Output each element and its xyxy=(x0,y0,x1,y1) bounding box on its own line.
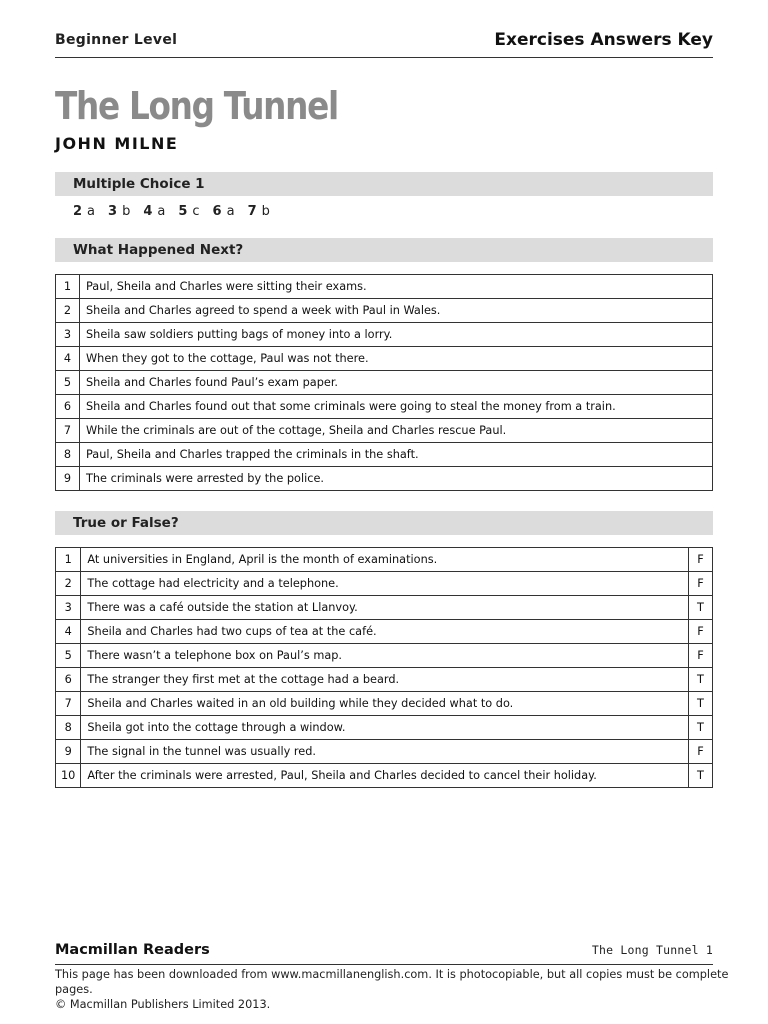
row-number: 6 xyxy=(56,395,80,419)
table-row xyxy=(56,668,713,692)
copyright-note xyxy=(55,967,735,1012)
true-false-heading: True or False? xyxy=(55,511,713,535)
what-happened-heading: What Happened Next? xyxy=(55,238,713,262)
row-text: There wasn’t a telephone box on Paul’s map. xyxy=(81,644,689,668)
mc-answer-number: 2 xyxy=(73,204,83,219)
row-text: When they got to the cottage, Paul was not there. xyxy=(80,347,713,371)
row-text: Sheila and Charles found Paul’s exam paper. xyxy=(80,371,713,395)
mc-answer-letter: c xyxy=(192,204,200,219)
true-false-table xyxy=(55,547,713,788)
row-text: Sheila and Charles waited in an old building while they decided what to do. xyxy=(81,692,689,716)
table-row xyxy=(56,395,713,419)
table-row xyxy=(56,740,713,764)
row-number: 6 xyxy=(56,668,81,692)
table-row xyxy=(56,692,713,716)
row-number: 7 xyxy=(56,419,80,443)
row-number: 5 xyxy=(56,371,80,395)
mc-answer-letter: b xyxy=(261,204,270,219)
mc-answer xyxy=(248,204,270,219)
row-number: 2 xyxy=(56,299,80,323)
row-text: While the criminals are out of the cottage, Sheila and Charles rescue Paul. xyxy=(80,419,713,443)
mc-answer xyxy=(213,204,235,219)
row-number: 5 xyxy=(56,644,81,668)
mc-answer-letter: a xyxy=(157,204,166,219)
table-row xyxy=(56,371,713,395)
header-divider xyxy=(55,57,713,58)
table-row xyxy=(56,299,713,323)
mc-answer-number: 3 xyxy=(108,204,118,219)
footer-divider xyxy=(55,964,713,965)
table-row xyxy=(56,620,713,644)
row-text: Sheila and Charles agreed to spend a week with Paul in Wales. xyxy=(80,299,713,323)
row-answer: F xyxy=(689,740,713,764)
doc-type-label: Exercises Answers Key xyxy=(494,30,713,50)
page-label: The Long Tunnel 1 xyxy=(591,943,713,957)
copyright-line: This page has been downloaded from www.macmillanenglish.com. It is photocopiable, but all copies must be complete pages. xyxy=(55,968,729,996)
row-number: 10 xyxy=(56,764,81,788)
row-answer: T xyxy=(689,764,713,788)
table-row xyxy=(56,467,713,491)
table-row xyxy=(56,419,713,443)
mc-answer xyxy=(73,204,95,219)
row-number: 8 xyxy=(56,443,80,467)
table-row xyxy=(56,764,713,788)
row-text: There was a café outside the station at Llanvoy. xyxy=(81,596,689,620)
row-number: 1 xyxy=(56,548,81,572)
row-number: 3 xyxy=(56,323,80,347)
table-row xyxy=(56,347,713,371)
mc-answer-letter: b xyxy=(122,204,131,219)
row-text: Sheila and Charles had two cups of tea at the café. xyxy=(81,620,689,644)
table-row xyxy=(56,548,713,572)
row-answer: T xyxy=(689,716,713,740)
mc-answer-number: 6 xyxy=(212,204,222,219)
what-happened-table xyxy=(55,274,713,491)
multiple-choice-heading: Multiple Choice 1 xyxy=(55,172,713,196)
row-number: 1 xyxy=(56,275,80,299)
row-number: 2 xyxy=(56,572,81,596)
multiple-choice-answers xyxy=(73,204,283,219)
row-text: At universities in England, April is the month of examinations. xyxy=(81,548,689,572)
table-row xyxy=(56,323,713,347)
row-answer: T xyxy=(689,596,713,620)
copyright-line: © Macmillan Publishers Limited 2013. xyxy=(55,998,271,1011)
row-text: The stranger they first met at the cottage had a beard. xyxy=(81,668,689,692)
row-text: After the criminals were arrested, Paul, Sheila and Charles decided to cancel their holiday. xyxy=(81,764,689,788)
row-number: 4 xyxy=(56,620,81,644)
table-row xyxy=(56,572,713,596)
mc-answer xyxy=(178,204,199,219)
row-number: 4 xyxy=(56,347,80,371)
row-text: Paul, Sheila and Charles trapped the criminals in the shaft. xyxy=(80,443,713,467)
book-title: The Long Tunnel xyxy=(55,84,338,128)
row-answer: T xyxy=(689,692,713,716)
table-row xyxy=(56,716,713,740)
row-answer: F xyxy=(689,572,713,596)
mc-answer-letter: a xyxy=(87,204,96,219)
table-row xyxy=(56,275,713,299)
table-row xyxy=(56,644,713,668)
mc-answer-letter: a xyxy=(226,204,235,219)
table-row xyxy=(56,443,713,467)
row-number: 9 xyxy=(56,467,80,491)
row-number: 7 xyxy=(56,692,81,716)
row-text: The criminals were arrested by the police. xyxy=(80,467,713,491)
row-text: The signal in the tunnel was usually red. xyxy=(81,740,689,764)
row-text: Sheila and Charles found out that some criminals were going to steal the money from a train. xyxy=(80,395,713,419)
book-author: JOHN MILNE xyxy=(55,134,179,153)
mc-answer xyxy=(143,204,165,219)
mc-answer xyxy=(108,204,130,219)
level-label: Beginner Level xyxy=(55,32,178,48)
mc-answer-number: 4 xyxy=(143,204,153,219)
row-text: Sheila got into the cottage through a window. xyxy=(81,716,689,740)
row-text: The cottage had electricity and a telephone. xyxy=(81,572,689,596)
mc-answer-number: 7 xyxy=(247,204,257,219)
row-number: 3 xyxy=(56,596,81,620)
row-text: Paul, Sheila and Charles were sitting their exams. xyxy=(80,275,713,299)
row-answer: F xyxy=(689,620,713,644)
row-answer: F xyxy=(689,548,713,572)
row-number: 8 xyxy=(56,716,81,740)
publisher-name: Macmillan Readers xyxy=(55,942,210,958)
row-answer: T xyxy=(689,668,713,692)
row-answer: F xyxy=(689,644,713,668)
mc-answer-number: 5 xyxy=(178,204,188,219)
row-text: Sheila saw soldiers putting bags of money into a lorry. xyxy=(80,323,713,347)
table-row xyxy=(56,596,713,620)
row-number: 9 xyxy=(56,740,81,764)
